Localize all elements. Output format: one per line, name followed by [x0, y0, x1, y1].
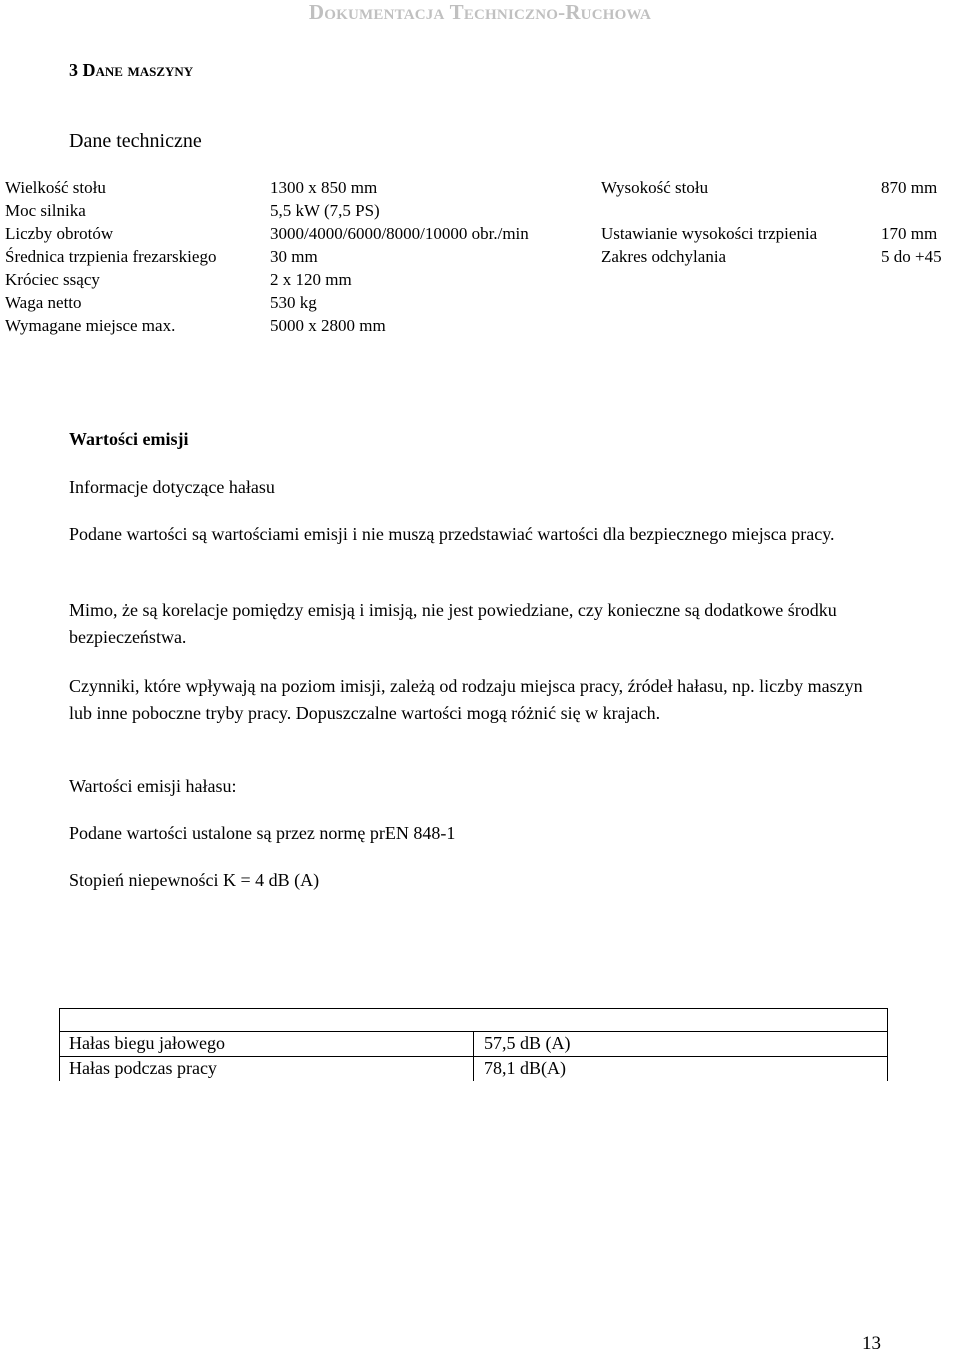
- spec-label: Moc silnika: [5, 201, 86, 220]
- tech-data-title: Dane techniczne: [69, 130, 202, 152]
- spec-label: Waga netto: [5, 293, 82, 312]
- page-number: 13: [862, 1333, 881, 1354]
- spec-value: 170 mm: [881, 224, 938, 243]
- spec-value: 3000/4000/6000/8000/10000 obr./min: [270, 224, 529, 243]
- norm-text: Podane wartości ustalone są przez normę prEN 848-1: [69, 823, 456, 843]
- table-cell-value: 57,5 dB (A): [484, 1033, 571, 1053]
- spec-value: 5 do +45: [881, 247, 942, 266]
- table-row: [59, 1031, 888, 1056]
- paragraph: Podane wartości są wartościami emisji i nie muszą przedstawiać wartości dla bezpiecznego miejsca pracy.: [69, 524, 835, 544]
- paragraph: Czynniki, które wpływają na poziom imisji, zależą od rodzaju miejsca pracy, źródeł hałasu, np. liczby maszyn lub inne poboczne tryby pracy. Dopuszczalne wartości mogą różnić się w krajach.: [69, 676, 863, 723]
- spec-label: Średnica trzpienia frezarskiego: [5, 247, 217, 266]
- spec-value: 2 x 120 mm: [270, 270, 352, 289]
- table-cell-label: Hałas podczas pracy: [69, 1058, 217, 1078]
- section-title: 3 Dane maszyny: [69, 60, 194, 80]
- noise-table: [59, 1008, 888, 1081]
- noise-values-label: Wartości emisji hałasu:: [69, 776, 237, 796]
- spec-value: 5000 x 2800 mm: [270, 316, 386, 335]
- column-divider: [473, 1032, 474, 1056]
- spec-value: 870 mm: [881, 178, 938, 197]
- spec-label: Liczby obrotów: [5, 224, 114, 243]
- paragraph: Mimo, że są korelacje pomiędzy emisją i imisją, nie jest powiedziane, czy konieczne są dodatkowe środku bezpieczeństwa.: [69, 600, 837, 647]
- spec-label: Króciec ssący: [5, 270, 100, 289]
- table-cell-value: 78,1 dB(A): [484, 1058, 566, 1078]
- table-header-row: [59, 1008, 888, 1031]
- table-row: [59, 1056, 888, 1081]
- document-header: Dokumentacja Techniczno-Ruchowa: [308, 0, 652, 24]
- uncertainty-text: Stopień niepewności K = 4 dB (A): [69, 870, 320, 890]
- spec-value: 5,5 kW (7,5 PS): [270, 201, 380, 220]
- spec-value: 1300 x 850 mm: [270, 178, 378, 197]
- spec-label: Zakres odchylania: [601, 247, 727, 266]
- table-cell-label: Hałas biegu jałowego: [69, 1033, 225, 1053]
- column-divider: [473, 1057, 474, 1081]
- spec-value: 30 mm: [270, 247, 318, 266]
- spec-value: 530 kg: [270, 293, 317, 312]
- emission-heading: Wartości emisji: [69, 429, 189, 449]
- spec-label: Wysokość stołu: [601, 178, 709, 197]
- spec-label: Wielkość stołu: [5, 178, 106, 197]
- spec-label: Ustawianie wysokości trzpienia: [601, 224, 818, 243]
- noise-info: Informacje dotyczące hałasu: [69, 477, 275, 497]
- spec-label: Wymagane miejsce max.: [5, 316, 176, 335]
